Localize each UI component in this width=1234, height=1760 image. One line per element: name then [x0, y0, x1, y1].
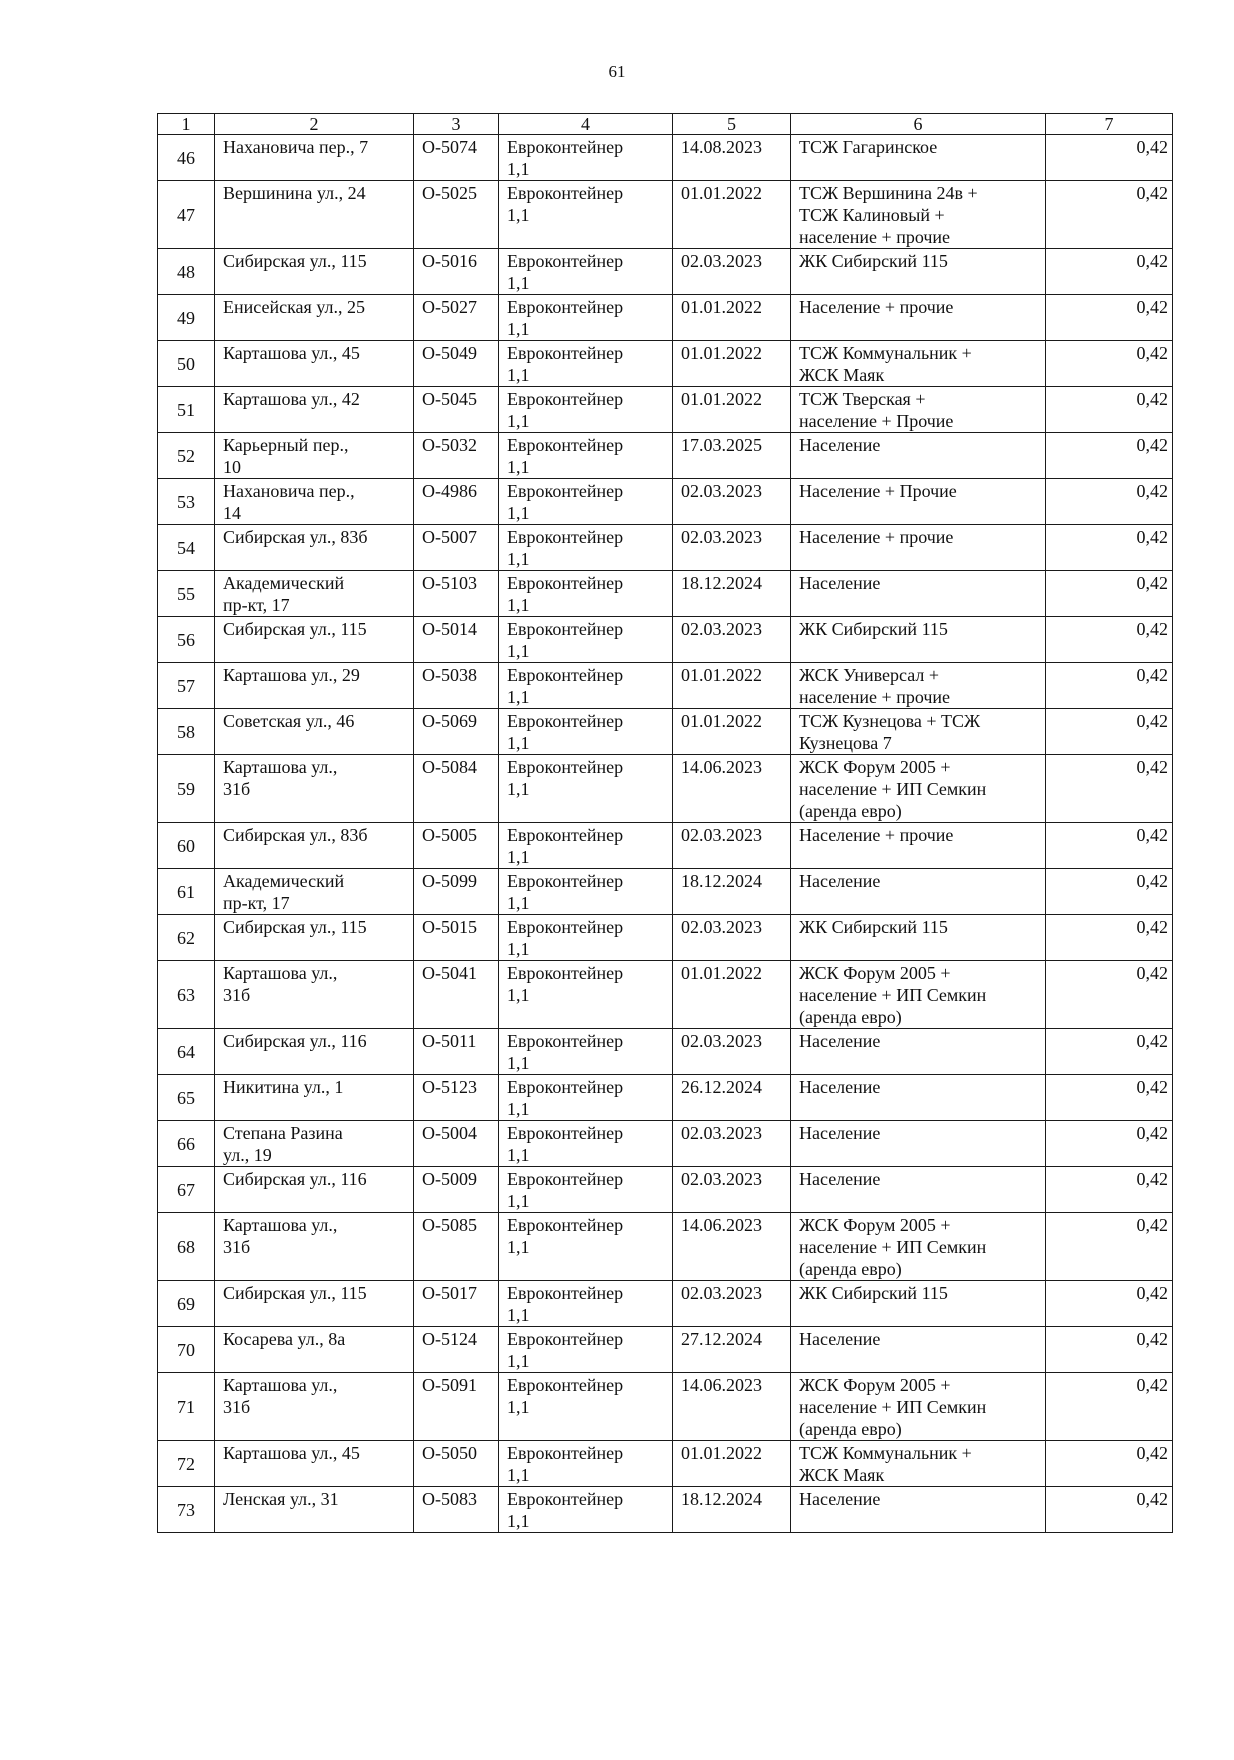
- container-type-cell: Евроконтейнер 1,1: [499, 525, 673, 571]
- owner-cell: Население: [791, 571, 1046, 617]
- address-cell: Енисейская ул., 25: [215, 295, 414, 341]
- site-code-cell: О-5045: [414, 387, 499, 433]
- site-code-cell: О-5027: [414, 295, 499, 341]
- container-type-cell: Евроконтейнер 1,1: [499, 1373, 673, 1441]
- address-cell: Косарева ул., 8а: [215, 1327, 414, 1373]
- row-number: 55: [158, 571, 215, 617]
- table-row: [158, 525, 1173, 571]
- row-number: 71: [158, 1373, 215, 1441]
- container-type-cell: Евроконтейнер 1,1: [499, 1121, 673, 1167]
- table-row: [158, 961, 1173, 1029]
- owner-cell: ТСЖ Кузнецова + ТСЖ Кузнецова 7: [791, 709, 1046, 755]
- volume-cell: 0,42: [1046, 479, 1173, 525]
- table-row: [158, 135, 1173, 181]
- address-cell: Сибирская ул., 83б: [215, 823, 414, 869]
- owner-cell: ЖСК Универсал + население + прочие: [791, 663, 1046, 709]
- column-header-2: 2: [215, 114, 414, 135]
- site-code-cell: О-5123: [414, 1075, 499, 1121]
- address-cell: Карташова ул., 31б: [215, 755, 414, 823]
- row-number: 66: [158, 1121, 215, 1167]
- row-number: 64: [158, 1029, 215, 1075]
- site-code-cell: О-4986: [414, 479, 499, 525]
- date-cell: 02.03.2023: [673, 1121, 791, 1167]
- table-row: [158, 571, 1173, 617]
- address-cell: Нахановича пер., 14: [215, 479, 414, 525]
- site-code-cell: О-5099: [414, 869, 499, 915]
- table-row: [158, 433, 1173, 479]
- owner-cell: Население: [791, 1029, 1046, 1075]
- container-type-cell: Евроконтейнер 1,1: [499, 135, 673, 181]
- container-type-cell: Евроконтейнер 1,1: [499, 181, 673, 249]
- site-code-cell: О-5069: [414, 709, 499, 755]
- container-type-cell: Евроконтейнер 1,1: [499, 249, 673, 295]
- date-cell: 02.03.2023: [673, 823, 791, 869]
- table-row: [158, 1213, 1173, 1281]
- table-row: [158, 1327, 1173, 1373]
- address-cell: Карташова ул., 45: [215, 1441, 414, 1487]
- row-number: 65: [158, 1075, 215, 1121]
- address-cell: Сибирская ул., 115: [215, 915, 414, 961]
- owner-cell: Население: [791, 1327, 1046, 1373]
- volume-cell: 0,42: [1046, 387, 1173, 433]
- row-number: 73: [158, 1487, 215, 1533]
- owner-cell: Население: [791, 869, 1046, 915]
- table-row: [158, 1281, 1173, 1327]
- date-cell: 01.01.2022: [673, 663, 791, 709]
- table-row: [158, 617, 1173, 663]
- container-type-cell: Евроконтейнер 1,1: [499, 1167, 673, 1213]
- column-header-5: 5: [673, 114, 791, 135]
- volume-cell: 0,42: [1046, 1487, 1173, 1533]
- owner-cell: ЖСК Форум 2005 + население + ИП Семкин (аренда евро): [791, 961, 1046, 1029]
- date-cell: 02.03.2023: [673, 1029, 791, 1075]
- owner-cell: ЖСК Форум 2005 + население + ИП Семкин (аренда евро): [791, 755, 1046, 823]
- owner-cell: Население: [791, 1075, 1046, 1121]
- row-number: 53: [158, 479, 215, 525]
- date-cell: 14.06.2023: [673, 1373, 791, 1441]
- address-cell: Карташова ул., 31б: [215, 1373, 414, 1441]
- container-type-cell: Евроконтейнер 1,1: [499, 869, 673, 915]
- address-cell: Карташова ул., 29: [215, 663, 414, 709]
- volume-cell: 0,42: [1046, 1373, 1173, 1441]
- table-row: [158, 479, 1173, 525]
- volume-cell: 0,42: [1046, 961, 1173, 1029]
- date-cell: 18.12.2024: [673, 1487, 791, 1533]
- column-header-1: 1: [158, 114, 215, 135]
- owner-cell: ЖСК Форум 2005 + население + ИП Семкин (аренда евро): [791, 1373, 1046, 1441]
- address-cell: Никитина ул., 1: [215, 1075, 414, 1121]
- owner-cell: ТСЖ Коммунальник + ЖСК Маяк: [791, 341, 1046, 387]
- table-row: [158, 1029, 1173, 1075]
- site-code-cell: О-5016: [414, 249, 499, 295]
- row-number: 68: [158, 1213, 215, 1281]
- registry-table: [157, 113, 1173, 1533]
- table-row: [158, 663, 1173, 709]
- row-number: 49: [158, 295, 215, 341]
- volume-cell: 0,42: [1046, 249, 1173, 295]
- row-number: 63: [158, 961, 215, 1029]
- volume-cell: 0,42: [1046, 571, 1173, 617]
- date-cell: 02.03.2023: [673, 1281, 791, 1327]
- table-row: [158, 709, 1173, 755]
- table-row: [158, 295, 1173, 341]
- date-cell: 01.01.2022: [673, 295, 791, 341]
- column-header-3: 3: [414, 114, 499, 135]
- site-code-cell: О-5005: [414, 823, 499, 869]
- row-number: 52: [158, 433, 215, 479]
- owner-cell: ТСЖ Гагаринское: [791, 135, 1046, 181]
- table-row: [158, 823, 1173, 869]
- owner-cell: Население: [791, 1487, 1046, 1533]
- date-cell: 14.06.2023: [673, 755, 791, 823]
- table-row: [158, 341, 1173, 387]
- site-code-cell: О-5083: [414, 1487, 499, 1533]
- site-code-cell: О-5004: [414, 1121, 499, 1167]
- row-number: 46: [158, 135, 215, 181]
- container-type-cell: Евроконтейнер 1,1: [499, 663, 673, 709]
- volume-cell: 0,42: [1046, 1075, 1173, 1121]
- address-cell: Нахановича пер., 7: [215, 135, 414, 181]
- container-type-cell: Евроконтейнер 1,1: [499, 433, 673, 479]
- container-type-cell: Евроконтейнер 1,1: [499, 961, 673, 1029]
- date-cell: 14.06.2023: [673, 1213, 791, 1281]
- row-number: 67: [158, 1167, 215, 1213]
- container-type-cell: Евроконтейнер 1,1: [499, 1029, 673, 1075]
- row-number: 47: [158, 181, 215, 249]
- site-code-cell: О-5025: [414, 181, 499, 249]
- row-number: 56: [158, 617, 215, 663]
- volume-cell: 0,42: [1046, 869, 1173, 915]
- row-number: 70: [158, 1327, 215, 1373]
- table-body: [158, 135, 1173, 1533]
- volume-cell: 0,42: [1046, 295, 1173, 341]
- volume-cell: 0,42: [1046, 915, 1173, 961]
- row-number: 59: [158, 755, 215, 823]
- address-cell: Советская ул., 46: [215, 709, 414, 755]
- site-code-cell: О-5009: [414, 1167, 499, 1213]
- container-type-cell: Евроконтейнер 1,1: [499, 1441, 673, 1487]
- site-code-cell: О-5041: [414, 961, 499, 1029]
- site-code-cell: О-5011: [414, 1029, 499, 1075]
- address-cell: Карташова ул., 31б: [215, 961, 414, 1029]
- owner-cell: ЖК Сибирский 115: [791, 1281, 1046, 1327]
- owner-cell: ТСЖ Коммунальник + ЖСК Маяк: [791, 1441, 1046, 1487]
- site-code-cell: О-5007: [414, 525, 499, 571]
- site-code-cell: О-5017: [414, 1281, 499, 1327]
- date-cell: 01.01.2022: [673, 387, 791, 433]
- owner-cell: Население + прочие: [791, 295, 1046, 341]
- date-cell: 02.03.2023: [673, 479, 791, 525]
- date-cell: 01.01.2022: [673, 709, 791, 755]
- owner-cell: Население + Прочие: [791, 479, 1046, 525]
- owner-cell: ЖК Сибирский 115: [791, 617, 1046, 663]
- table-row: [158, 1075, 1173, 1121]
- container-type-cell: Евроконтейнер 1,1: [499, 1487, 673, 1533]
- date-cell: 02.03.2023: [673, 525, 791, 571]
- address-cell: Вершинина ул., 24: [215, 181, 414, 249]
- volume-cell: 0,42: [1046, 709, 1173, 755]
- header-row: [158, 114, 1173, 135]
- owner-cell: ТСЖ Вершинина 24в + ТСЖ Калиновый + население + прочие: [791, 181, 1046, 249]
- site-code-cell: О-5084: [414, 755, 499, 823]
- volume-cell: 0,42: [1046, 1281, 1173, 1327]
- container-type-cell: Евроконтейнер 1,1: [499, 617, 673, 663]
- column-header-6: 6: [791, 114, 1046, 135]
- address-cell: Сибирская ул., 115: [215, 1281, 414, 1327]
- site-code-cell: О-5091: [414, 1373, 499, 1441]
- table-row: [158, 1121, 1173, 1167]
- table-row: [158, 755, 1173, 823]
- owner-cell: ЖСК Форум 2005 + население + ИП Семкин (аренда евро): [791, 1213, 1046, 1281]
- date-cell: 02.03.2023: [673, 1167, 791, 1213]
- volume-cell: 0,42: [1046, 135, 1173, 181]
- volume-cell: 0,42: [1046, 1121, 1173, 1167]
- container-type-cell: Евроконтейнер 1,1: [499, 341, 673, 387]
- container-type-cell: Евроконтейнер 1,1: [499, 479, 673, 525]
- row-number: 72: [158, 1441, 215, 1487]
- date-cell: 02.03.2023: [673, 915, 791, 961]
- owner-cell: ЖК Сибирский 115: [791, 249, 1046, 295]
- address-cell: Сибирская ул., 115: [215, 617, 414, 663]
- site-code-cell: О-5085: [414, 1213, 499, 1281]
- container-type-cell: Евроконтейнер 1,1: [499, 1327, 673, 1373]
- volume-cell: 0,42: [1046, 1441, 1173, 1487]
- row-number: 48: [158, 249, 215, 295]
- address-cell: Сибирская ул., 116: [215, 1167, 414, 1213]
- volume-cell: 0,42: [1046, 433, 1173, 479]
- owner-cell: Население + прочие: [791, 823, 1046, 869]
- date-cell: 14.08.2023: [673, 135, 791, 181]
- volume-cell: 0,42: [1046, 1167, 1173, 1213]
- date-cell: 01.01.2022: [673, 181, 791, 249]
- address-cell: Сибирская ул., 115: [215, 249, 414, 295]
- site-code-cell: О-5049: [414, 341, 499, 387]
- date-cell: 01.01.2022: [673, 1441, 791, 1487]
- container-type-cell: Евроконтейнер 1,1: [499, 709, 673, 755]
- volume-cell: 0,42: [1046, 617, 1173, 663]
- volume-cell: 0,42: [1046, 1029, 1173, 1075]
- date-cell: 18.12.2024: [673, 869, 791, 915]
- container-type-cell: Евроконтейнер 1,1: [499, 295, 673, 341]
- address-cell: Сибирская ул., 83б: [215, 525, 414, 571]
- page-number: 61: [608, 62, 626, 81]
- address-cell: Карташова ул., 45: [215, 341, 414, 387]
- date-cell: 27.12.2024: [673, 1327, 791, 1373]
- site-code-cell: О-5124: [414, 1327, 499, 1373]
- container-type-cell: Евроконтейнер 1,1: [499, 755, 673, 823]
- date-cell: 17.03.2025: [673, 433, 791, 479]
- site-code-cell: О-5015: [414, 915, 499, 961]
- date-cell: 02.03.2023: [673, 617, 791, 663]
- address-cell: Карьерный пер., 10: [215, 433, 414, 479]
- address-cell: Академический пр-кт, 17: [215, 869, 414, 915]
- row-number: 69: [158, 1281, 215, 1327]
- row-number: 60: [158, 823, 215, 869]
- container-type-cell: Евроконтейнер 1,1: [499, 571, 673, 617]
- table-row: [158, 1167, 1173, 1213]
- address-cell: Карташова ул., 31б: [215, 1213, 414, 1281]
- table-row: [158, 869, 1173, 915]
- container-type-cell: Евроконтейнер 1,1: [499, 387, 673, 433]
- date-cell: 18.12.2024: [673, 571, 791, 617]
- row-number: 58: [158, 709, 215, 755]
- table-row: [158, 915, 1173, 961]
- table-row: [158, 181, 1173, 249]
- volume-cell: 0,42: [1046, 1327, 1173, 1373]
- date-cell: 01.01.2022: [673, 341, 791, 387]
- volume-cell: 0,42: [1046, 181, 1173, 249]
- address-cell: Степана Разина ул., 19: [215, 1121, 414, 1167]
- site-code-cell: О-5014: [414, 617, 499, 663]
- site-code-cell: О-5032: [414, 433, 499, 479]
- address-cell: Ленская ул., 31: [215, 1487, 414, 1533]
- owner-cell: Население + прочие: [791, 525, 1046, 571]
- address-cell: Академический пр-кт, 17: [215, 571, 414, 617]
- volume-cell: 0,42: [1046, 663, 1173, 709]
- table-row: [158, 1487, 1173, 1533]
- row-number: 54: [158, 525, 215, 571]
- owner-cell: ЖК Сибирский 115: [791, 915, 1046, 961]
- owner-cell: Население: [791, 1121, 1046, 1167]
- row-number: 61: [158, 869, 215, 915]
- container-type-cell: Евроконтейнер 1,1: [499, 1213, 673, 1281]
- date-cell: 26.12.2024: [673, 1075, 791, 1121]
- table-row: [158, 1373, 1173, 1441]
- site-code-cell: О-5050: [414, 1441, 499, 1487]
- address-cell: Сибирская ул., 116: [215, 1029, 414, 1075]
- table-row: [158, 387, 1173, 433]
- volume-cell: 0,42: [1046, 755, 1173, 823]
- date-cell: 02.03.2023: [673, 249, 791, 295]
- table-row: [158, 1441, 1173, 1487]
- date-cell: 01.01.2022: [673, 961, 791, 1029]
- container-type-cell: Евроконтейнер 1,1: [499, 1075, 673, 1121]
- column-header-7: 7: [1046, 114, 1173, 135]
- volume-cell: 0,42: [1046, 525, 1173, 571]
- table-row: [158, 249, 1173, 295]
- row-number: 50: [158, 341, 215, 387]
- row-number: 57: [158, 663, 215, 709]
- container-type-cell: Евроконтейнер 1,1: [499, 823, 673, 869]
- owner-cell: ТСЖ Тверская + население + Прочие: [791, 387, 1046, 433]
- site-code-cell: О-5038: [414, 663, 499, 709]
- column-header-4: 4: [499, 114, 673, 135]
- owner-cell: Население: [791, 433, 1046, 479]
- volume-cell: 0,42: [1046, 341, 1173, 387]
- address-cell: Карташова ул., 42: [215, 387, 414, 433]
- container-type-cell: Евроконтейнер 1,1: [499, 915, 673, 961]
- row-number: 62: [158, 915, 215, 961]
- volume-cell: 0,42: [1046, 1213, 1173, 1281]
- site-code-cell: О-5103: [414, 571, 499, 617]
- container-type-cell: Евроконтейнер 1,1: [499, 1281, 673, 1327]
- owner-cell: Население: [791, 1167, 1046, 1213]
- site-code-cell: О-5074: [414, 135, 499, 181]
- volume-cell: 0,42: [1046, 823, 1173, 869]
- row-number: 51: [158, 387, 215, 433]
